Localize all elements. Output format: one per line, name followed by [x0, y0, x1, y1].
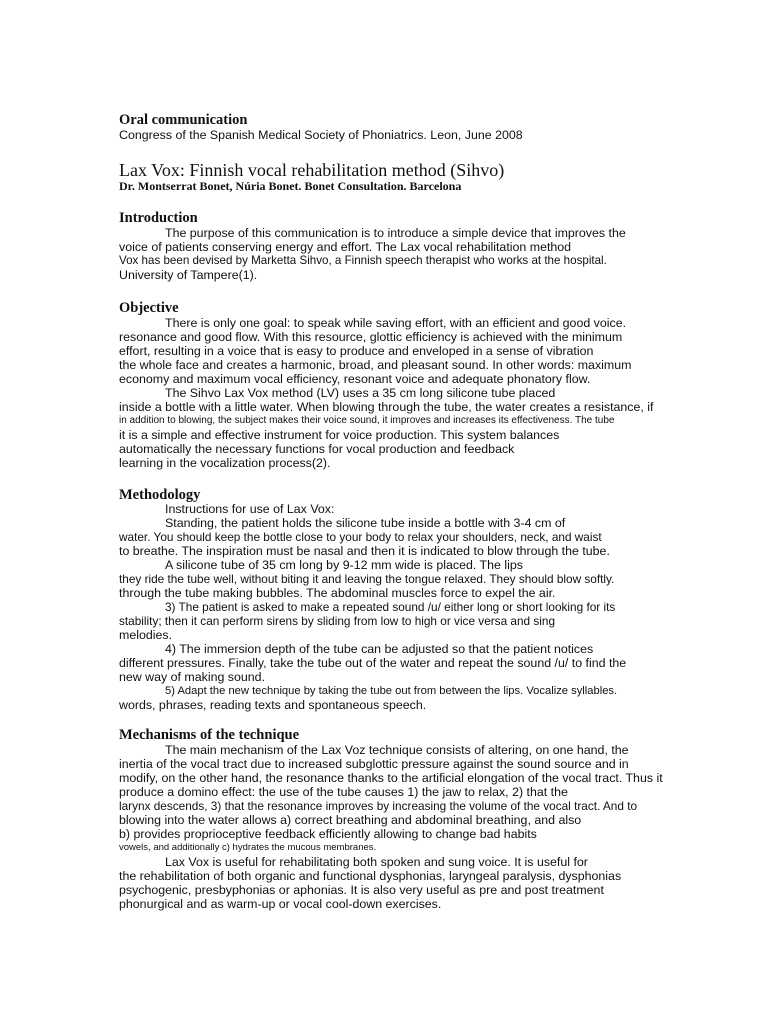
mechanisms-line: blowing into the water allows a) correct breathing and abdominal breathing, and also: [119, 813, 582, 827]
objective-line: the whole face and creates a harmonic, broad, and pleasant sound. In other words: maximum: [119, 358, 632, 372]
objective-line: it is a simple and effective instrument for voice production. This system balances: [119, 428, 560, 442]
methodology-line: through the tube making bubbles. The abdominal muscles force to expel the air.: [119, 586, 556, 600]
methodology-line: Standing, the patient holds the silicone tube inside a bottle with 3-4 cm of: [165, 516, 566, 530]
methodology-line: new way of making sound.: [119, 670, 266, 684]
mechanisms-line: The main mechanism of the Lax Voz technique consists of altering, on one hand, the: [165, 743, 629, 757]
mechanisms-line: the rehabilitation of both organic and functional dysphonias, laryngeal paralysis, dysphonias: [119, 869, 622, 883]
mechanisms-line: modify, on the other hand, the resonance thanks to the artificial elongation of the vocal tract. Thus it: [119, 771, 663, 785]
intro-line: voice of patients conserving energy and effort. The Lax vocal rehabilitation method: [119, 240, 572, 254]
methodology-line: 3) The patient is asked to make a repeated sound /u/ either long or short looking for its: [165, 600, 616, 614]
objective-heading: Objective: [119, 300, 179, 316]
methodology-line: 5) Adapt the new technique by taking the tube out from between the lips. Vocalize syllables.: [165, 685, 618, 697]
methodology-line: A silicone tube of 35 cm long by 9-12 mm wide is placed. The lips: [165, 558, 523, 572]
methodology-line: water. You should keep the bottle close to your body to relax your shoulders, neck, and waist: [119, 530, 602, 544]
mechanisms-line: phonurgical and as warm-up or vocal cool-down exercises.: [119, 897, 442, 911]
section-label-oral-communication: Oral communication: [119, 112, 248, 128]
congress-line: Congress of the Spanish Medical Society of Phoniatrics. Leon, June 2008: [119, 128, 523, 142]
objective-line: learning in the vocalization process(2).: [119, 456, 331, 470]
methodology-line: Instructions for use of Lax Vox:: [165, 502, 335, 516]
objective-line: inside a bottle with a little water. When blowing through the tube, the water creates a resistance, if: [119, 400, 654, 414]
objective-line: The Sihvo Lax Vox method (LV) uses a 35 cm long silicone tube placed: [165, 386, 556, 400]
objective-line: There is only one goal: to speak while saving effort, with an efficient and good voice.: [165, 316, 627, 330]
introduction-heading: Introduction: [119, 210, 198, 226]
methodology-heading: Methodology: [119, 487, 201, 503]
mechanisms-line: produce a domino effect: the use of the tube causes 1) the jaw to relax, 2) that the: [119, 785, 568, 799]
mechanisms-heading: Mechanisms of the technique: [119, 727, 300, 743]
mechanisms-line: Lax Vox is useful for rehabilitating both spoken and sung voice. It is useful for: [165, 855, 588, 869]
methodology-line: stability; then it can perform sirens by sliding from low to high or vice versa and sing: [119, 614, 556, 628]
methodology-line: to breathe. The inspiration must be nasal and then it is indicated to blow through the tube.: [119, 544, 610, 558]
mechanisms-line: inertia of the vocal tract due to increased subglottic pressure against the sound source and in: [119, 757, 629, 771]
mechanisms-line: b) provides proprioceptive feedback efficiently allowing to change bad habits: [119, 827, 537, 841]
objective-line: effort, resulting in a voice that is easy to produce and enveloped in a sense of vibration: [119, 344, 594, 358]
methodology-line: 4) The immersion depth of the tube can be adjusted so that the patient notices: [165, 642, 594, 656]
methodology-line: different pressures. Finally, take the tube out of the water and repeat the sound /u/ to find the: [119, 656, 627, 670]
objective-line: automatically the necessary functions for vocal production and feedback: [119, 442, 515, 456]
mechanisms-line: larynx descends, 3) that the resonance improves by increasing the volume of the vocal tract. And to: [119, 799, 638, 813]
methodology-line: melodies.: [119, 628, 173, 642]
mechanisms-line: psychogenic, presbyphonias or aphonias. It is also very useful as pre and post treatment: [119, 883, 604, 897]
intro-line: University of Tampere(1).: [119, 268, 258, 282]
intro-line: Vox has been devised by Marketta Sihvo, a Finnish speech therapist who works at the hospital.: [119, 254, 607, 267]
mechanisms-line: vowels, and additionally c) hydrates the mucous membranes.: [119, 842, 377, 853]
objective-line: economy and maximum vocal efficiency, resonant voice and adequate phonatory flow.: [119, 372, 591, 386]
methodology-line: they ride the tube well, without biting it and leaving the tongue relaxed. They should blow softly.: [119, 572, 615, 586]
objective-line: resonance and good flow. With this resource, glottic efficiency is achieved with the minimum: [119, 330, 623, 344]
document-title: Lax Vox: Finnish vocal rehabilitation method (Sihvo): [119, 160, 505, 180]
authors-line: Dr. Montserrat Bonet, Núria Bonet. Bonet Consultation. Barcelona: [119, 179, 462, 193]
objective-line: in addition to blowing, the subject makes their voice sound, it improves and increases its effectiveness. The tube: [119, 415, 615, 426]
intro-line: The purpose of this communication is to introduce a simple device that improves the: [165, 226, 626, 240]
methodology-line: words, phrases, reading texts and spontaneous speech.: [119, 698, 427, 712]
